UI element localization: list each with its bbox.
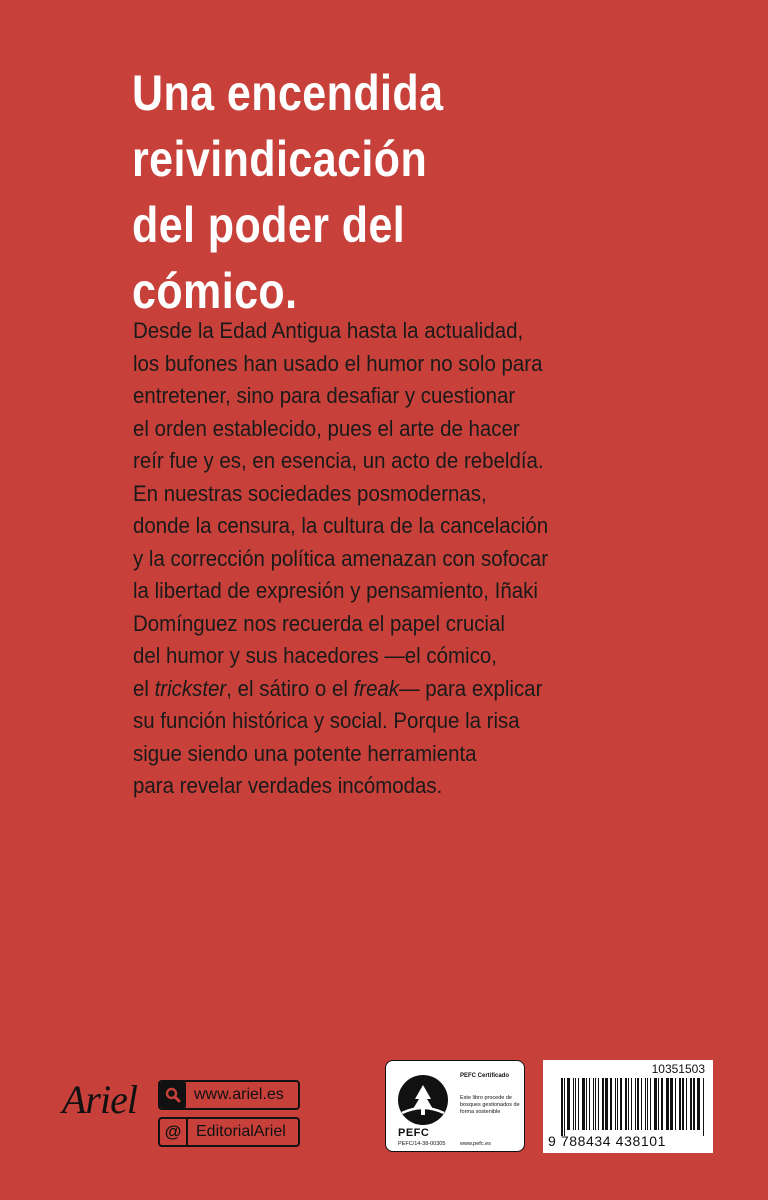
publisher-logo: Ariel bbox=[62, 1077, 137, 1122]
barcode-bar bbox=[605, 1078, 608, 1130]
barcode-bar bbox=[586, 1078, 587, 1130]
barcode-bar bbox=[637, 1078, 639, 1130]
synopsis-line: reír fue y es, en esencia, un acto de rebeldía. bbox=[133, 448, 544, 473]
barcode-bar bbox=[635, 1078, 636, 1130]
synopsis-line: sigue siendo una potente herramienta bbox=[133, 740, 477, 766]
barcode-bar bbox=[645, 1078, 646, 1130]
barcode-bar bbox=[578, 1078, 579, 1130]
barcode-bar bbox=[564, 1078, 565, 1136]
barcode-reference: 10351503 bbox=[651, 1062, 705, 1076]
barcode-bar bbox=[686, 1078, 687, 1130]
italic-term-freak: freak bbox=[353, 675, 400, 701]
isbn-barcode bbox=[543, 1060, 713, 1153]
headline-line: cómico. bbox=[132, 263, 298, 319]
synopsis-line: para revelar verdades incómodas. bbox=[133, 773, 443, 798]
barcode-bar bbox=[693, 1078, 695, 1130]
barcode-bar bbox=[679, 1078, 681, 1130]
barcode-bar bbox=[573, 1078, 574, 1130]
social-link[interactable] bbox=[158, 1117, 300, 1147]
pefc-tree-icon bbox=[396, 1073, 450, 1127]
pefc-code: PEFC/14-38-00305 bbox=[398, 1141, 446, 1147]
barcode-bar bbox=[628, 1078, 629, 1130]
barcode-bar bbox=[650, 1078, 651, 1130]
headline-line: del poder del bbox=[132, 197, 406, 253]
headline-line: reivindicación bbox=[132, 131, 428, 187]
text-fragment: el bbox=[133, 675, 155, 701]
synopsis-line: y la corrección política amenazan con sofocar bbox=[133, 545, 549, 571]
synopsis bbox=[133, 315, 617, 803]
barcode-bar bbox=[602, 1078, 604, 1130]
barcode-bar bbox=[625, 1078, 627, 1130]
barcode-bar bbox=[675, 1078, 676, 1130]
barcode-bar bbox=[620, 1078, 622, 1130]
barcode-bar bbox=[631, 1078, 632, 1130]
synopsis-line: del humor y sus hacedores —el cómico, bbox=[133, 643, 497, 668]
synopsis-line: Domínguez nos recuerda el papel crucial bbox=[133, 610, 505, 636]
barcode-bar bbox=[598, 1078, 599, 1130]
barcode-bar bbox=[690, 1078, 692, 1130]
synopsis-line: los bufones han usado el humor no solo para bbox=[133, 350, 543, 376]
synopsis-line-mixed bbox=[133, 673, 617, 706]
barcode-bar bbox=[670, 1078, 673, 1130]
text-fragment: — para explicar bbox=[399, 675, 543, 701]
search-icon bbox=[160, 1082, 186, 1108]
synopsis-line: En nuestras sociedades posmodernas, bbox=[133, 480, 487, 506]
barcode-bar bbox=[697, 1078, 700, 1130]
barcode-bar bbox=[666, 1078, 669, 1130]
barcode-bar bbox=[682, 1078, 684, 1130]
barcode-bar bbox=[567, 1078, 570, 1130]
barcode-bars bbox=[561, 1078, 706, 1136]
synopsis-line: donde la censura, la cultura de la cancelación bbox=[133, 513, 549, 538]
at-sign-icon: @ bbox=[160, 1119, 188, 1145]
barcode-bar bbox=[561, 1078, 563, 1136]
text-fragment: , el sátiro o el bbox=[226, 675, 354, 701]
barcode-bar bbox=[575, 1078, 576, 1130]
barcode-bar bbox=[661, 1078, 663, 1130]
barcode-bar bbox=[647, 1078, 648, 1130]
headline bbox=[132, 60, 614, 324]
pefc-certification-label bbox=[385, 1060, 525, 1152]
barcode-bar bbox=[703, 1078, 704, 1136]
barcode-bar bbox=[593, 1078, 594, 1130]
barcode-bar bbox=[610, 1078, 612, 1130]
pefc-description: Este libro procede de bosques gestionados de forma sostenible bbox=[460, 1095, 520, 1115]
barcode-bar bbox=[641, 1078, 642, 1130]
italic-term-trickster: trickster bbox=[154, 675, 227, 701]
headline-line: Una encendida bbox=[132, 65, 444, 121]
synopsis-line: el orden establecido, pues el arte de hacer bbox=[133, 415, 520, 441]
pefc-website: www.pefc.es bbox=[460, 1141, 491, 1147]
barcode-bar bbox=[654, 1078, 657, 1130]
social-handle-text: EditorialAriel bbox=[196, 1123, 286, 1140]
barcode-bar bbox=[615, 1078, 616, 1130]
synopsis-line: su función histórica y social. Porque la risa bbox=[133, 708, 520, 733]
barcode-bar bbox=[589, 1078, 590, 1130]
pefc-word: PEFC bbox=[398, 1127, 430, 1139]
barcode-bar bbox=[658, 1078, 659, 1130]
barcode-bar bbox=[582, 1078, 585, 1130]
synopsis-line: la libertad de expresión y pensamiento, Iñaki bbox=[133, 578, 538, 603]
synopsis-line: entretener, sino para desafiar y cuestionar bbox=[133, 383, 516, 408]
pefc-cert-title: PEFC Certificado bbox=[460, 1073, 510, 1079]
barcode-bar bbox=[617, 1078, 618, 1130]
website-text: www.ariel.es bbox=[194, 1086, 284, 1103]
barcode-digits: 9 788434 438101 bbox=[548, 1133, 666, 1149]
synopsis-line: Desde la Edad Antigua hasta la actualidad, bbox=[133, 318, 524, 343]
barcode-bar bbox=[595, 1078, 596, 1130]
website-link[interactable] bbox=[158, 1080, 300, 1110]
